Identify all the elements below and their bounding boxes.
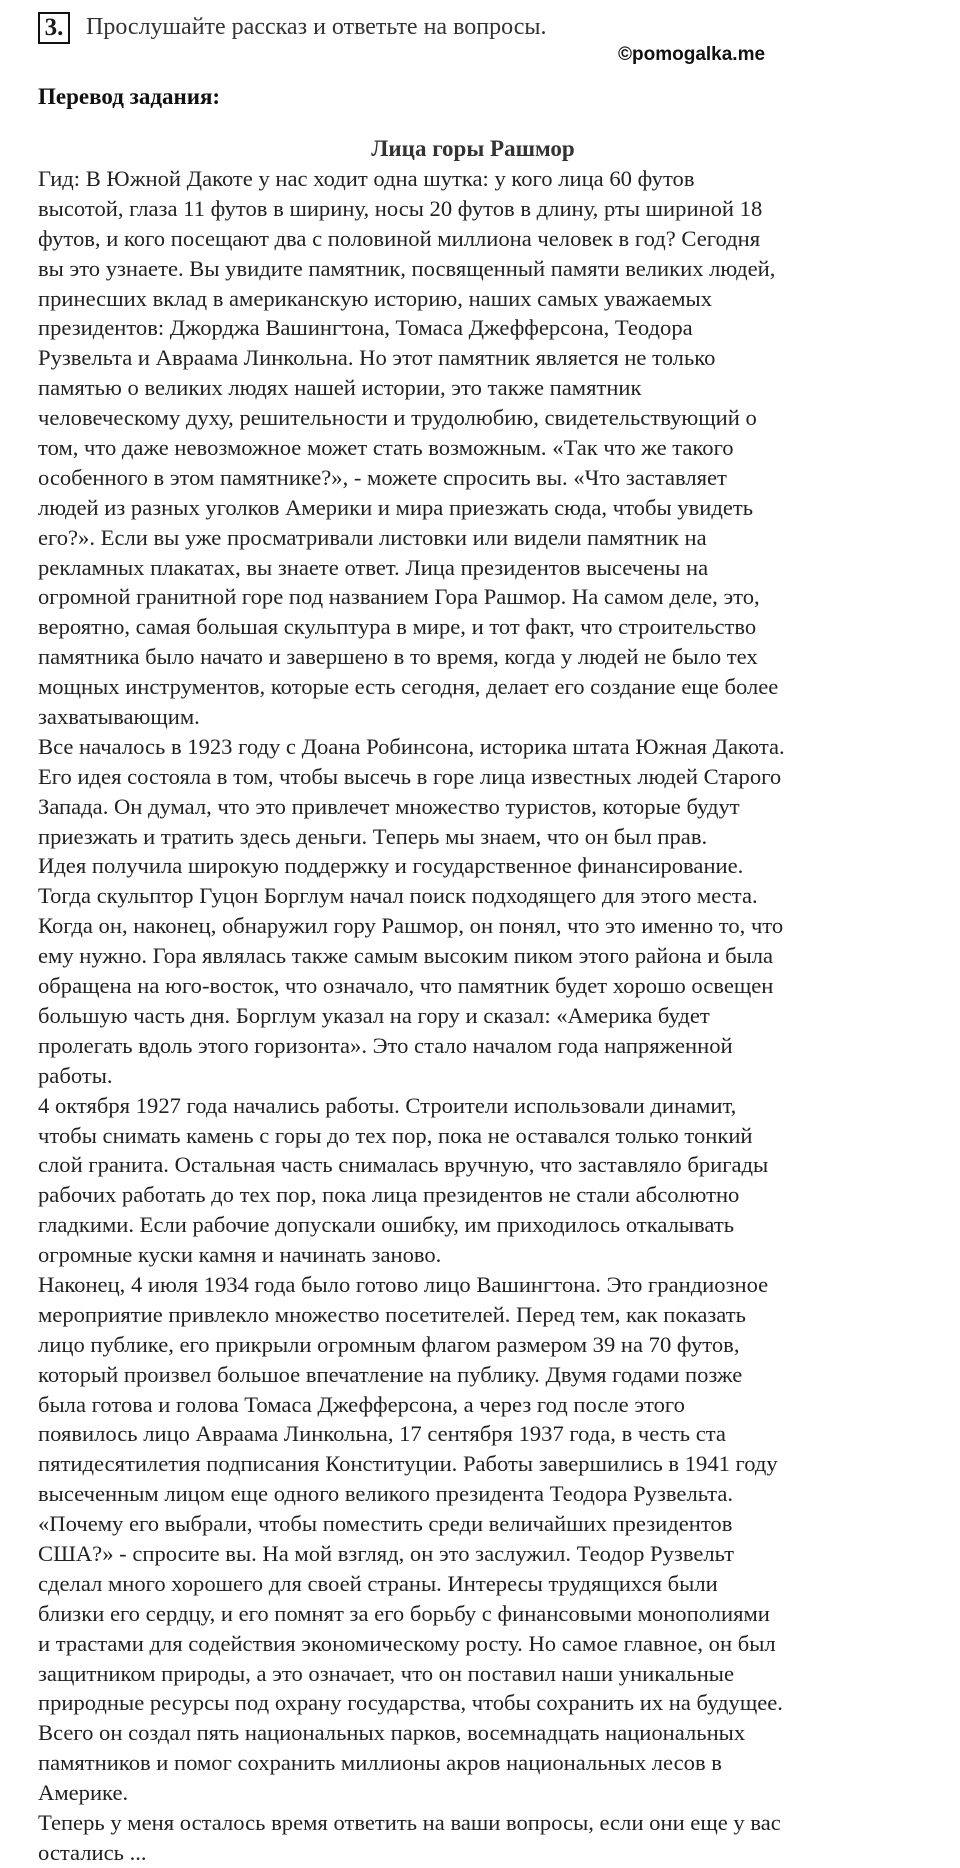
story-line: была готова и голова Томаса Джефферсона, а через год после этого <box>38 1391 685 1417</box>
story-line: который произвел большое впечатление на публику. Двумя годами позже <box>38 1361 743 1387</box>
story-line: Его идея состояла в том, чтобы высечь в горе лица известных людей Старого <box>38 763 782 789</box>
story-line: чтобы снимать камень с горы до тех пор, пока не оставался только тонкий <box>38 1122 753 1148</box>
story-line: гладкими. Если рабочие допускали ошибку, им приходилось откалывать <box>38 1212 735 1238</box>
story-line: рабочих работать до тех пор, пока лица президентов не стали абсолютно <box>38 1182 740 1208</box>
story-line: Америке. <box>38 1780 129 1806</box>
story-line: лицо публике, его прикрыли огромным флагом размером 39 на 70 футов, <box>38 1331 740 1357</box>
section-heading: Перевод задания: <box>38 84 221 109</box>
task-instruction: Прослушайте рассказ и ответьте на вопросы. <box>86 14 547 40</box>
story-line: работы. <box>38 1062 113 1088</box>
story-line: США?» - спросите вы. На мой взгляд, он это заслужил. Теодор Рузвельт <box>38 1540 734 1566</box>
watermark: ©pomogalka.me <box>618 44 766 65</box>
story-line: огромной гранитной горе под названием Гора Рашмор. На самом деле, это, <box>38 584 760 610</box>
story-line: памятников и помог сохранить миллионы акров национальных лесов в <box>38 1750 722 1776</box>
story-line: остались ... <box>38 1839 147 1865</box>
story-line: Теперь у меня осталось время ответить на ваши вопросы, если они еще у вас <box>38 1809 781 1835</box>
story-line: высотой, глаза 11 футов в ширину, носы 20 футов в длину, рты шириной 18 <box>38 195 763 221</box>
story-line: Тогда скульптор Гуцон Борглум начал поиск подходящего для этого места. <box>38 883 758 909</box>
story-line: 4 октября 1927 года начались работы. Строители использовали динамит, <box>38 1092 737 1118</box>
story-line: слой гранита. Остальная часть снималась вручную, что заставляло бригады <box>38 1152 769 1178</box>
story-line: Всего он создал пять национальных парков, восемнадцать национальных <box>38 1720 746 1746</box>
story-line: особенного в этом памятнике?», - можете спросить вы. «Что заставляет <box>38 464 727 490</box>
story-line: вероятно, самая большая скульптура в мире, и тот факт, что строительство <box>38 614 757 640</box>
story-line: мероприятие привлекло множество посетителей. Перед тем, как показать <box>38 1301 746 1327</box>
story-line: человеческому духу, решительности и трудолюбию, свидетельствующий о <box>38 405 757 431</box>
story-line: принесших вклад в американскую историю, наших самых уважаемых <box>38 285 713 311</box>
story-line: Рузвельта и Авраама Линкольна. Но этот памятник является не только <box>38 345 716 371</box>
story-line: рекламных плакатах, вы знаете ответ. Лица президентов высечены на <box>38 554 709 580</box>
story-line: Идея получила широкую поддержку и государственное финансирование. <box>38 853 744 879</box>
story-line: Когда он, наконец, обнаружил гору Рашмор, он понял, что это именно то, что <box>38 913 784 939</box>
story-line: появилось лицо Авраама Линкольна, 17 сентября 1937 года, в честь ста <box>38 1421 726 1447</box>
story-line: «Почему его выбрали, чтобы поместить среди величайших президентов <box>38 1511 733 1537</box>
story-line: ему нужно. Гора являлась также самым высоким пиком этого района и была <box>38 943 774 969</box>
story-line: приезжать и тратить здесь деньги. Теперь мы знаем, что он был прав. <box>38 823 708 849</box>
story-line: огромные куски камня и начинать заново. <box>38 1242 442 1268</box>
story-line: защитником природы, а это означает, что он поставил наши уникальные <box>38 1660 734 1686</box>
story-line: обращена на юго-восток, что означало, что памятник будет хорошо освещен <box>38 973 774 999</box>
story-line: Гид: В Южной Дакоте у нас ходит одна шутка: у кого лица 60 футов <box>38 166 695 191</box>
task-number-box: 3. <box>38 12 70 44</box>
story-line: его?». Если вы уже просматривали листовки или видели памятник на <box>38 524 707 550</box>
story-line: Запада. Он думал, что это привлечет множество туристов, которые будут <box>38 793 740 819</box>
story-line: мощных инструментов, которые есть сегодня, делает его создание еще более <box>38 674 779 700</box>
story-line: сделал много хорошего для своей страны. Интересы трудящихся были <box>38 1570 718 1596</box>
story-line: захватывающим. <box>38 704 200 730</box>
story-line: Наконец, 4 июля 1934 года было готово лицо Вашингтона. Это грандиозное <box>38 1271 769 1297</box>
story-line: памятью о великих людях нашей истории, это также памятник <box>38 375 642 401</box>
story-line: Все началось в 1923 году с Доана Робинсона, историка штата Южная Дакота. <box>38 733 785 759</box>
story-line: том, что даже невозможное может стать возможным. «Так что же такого <box>38 435 734 461</box>
story-line: футов, и кого посещают два с половиной миллиона человек в год? Сегодня <box>38 225 761 251</box>
story-title: Лица горы Рашмор <box>371 136 575 161</box>
story-line: большую часть дня. Борглум указал на гору и сказал: «Америка будет <box>38 1002 710 1028</box>
story-line: высеченным лицом еще одного великого президента Теодора Рузвельта. <box>38 1481 733 1507</box>
story-line: пятидесятилетия подписания Конституции. Работы завершились в 1941 году <box>38 1451 778 1477</box>
story-line: памятника было начато и завершено в то время, когда у людей не было тех <box>38 644 758 670</box>
story-line: и трастами для содействия экономическому росту. Но самое главное, он был <box>38 1630 776 1656</box>
story-line: людей из разных уголков Америки и мира приезжать сюда, чтобы увидеть <box>38 494 754 520</box>
story-line: природные ресурсы под охрану государства, чтобы сохранить их на будущее. <box>38 1690 783 1716</box>
story-line: пролегать вдоль этого горизонта». Это стало началом года напряженной <box>38 1032 733 1058</box>
story-line: президентов: Джорджа Вашингтона, Томаса Джефферсона, Теодора <box>38 315 693 341</box>
story-text <box>38 164 938 1868</box>
task-header <box>38 10 938 50</box>
story-line: близки его сердцу, и его помнят за его борьбу с финансовыми монополиями <box>38 1600 770 1626</box>
story-line: вы это узнаете. Вы увидите памятник, посвященный памяти великих людей, <box>38 255 776 281</box>
